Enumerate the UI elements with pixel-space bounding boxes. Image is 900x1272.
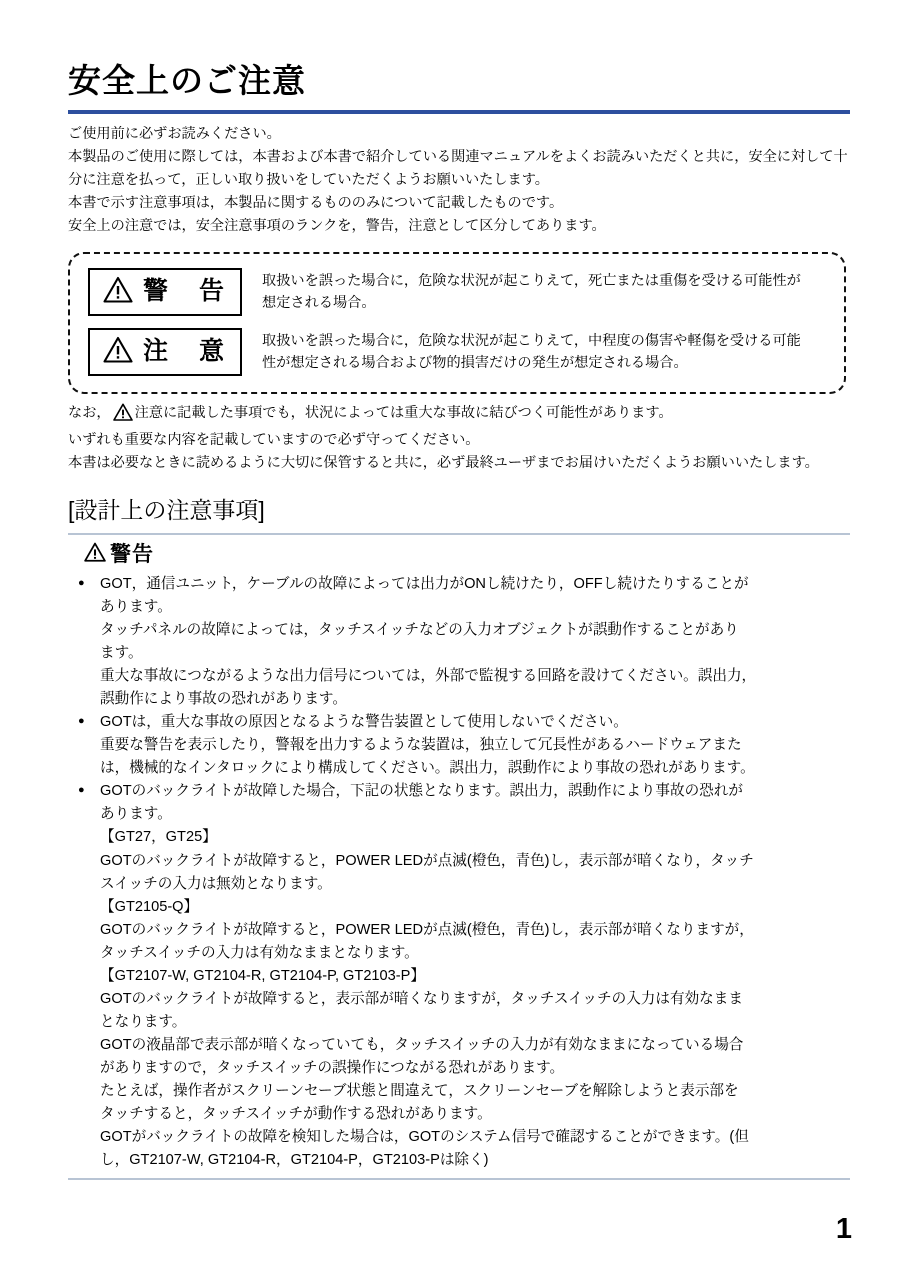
item-line: ます。 [100,645,143,662]
item-line: ● GOTのバックライトが故障した場合，下記の状態となります。誤出力，誤動作により事故の恐れが [100,783,743,800]
intro-paragraph [68,123,858,238]
intro-line: 本書で示す注意事項は，本製品に関するもののみについて記載したものです。 [68,194,564,211]
item-line: し，GT2107-W, GT2104-R，GT2104-P，GT2103-Pは除く) [100,1152,489,1169]
warning-triangle-icon [113,409,133,425]
caution-description [262,330,830,374]
note-line-1-suffix: 注意に記載した事項でも，状況によっては重大な事故に結びつく可能性があります。 [134,404,673,421]
item-line: タッチパネルの故障によっては，タッチスイッチなどの入力オブジェクトが誤動作することがあり [100,622,739,639]
item-line: たとえば，操作者がスクリーンセーブ状態と間違えて，スクリーンセーブを解除しようと表示部を [100,1082,739,1099]
intro-line: 安全上の注意では，安全注意事項のランクを，警告，注意として区分してあります。 [68,217,606,234]
note-line-1-prefix: なお， [68,404,111,421]
item-line: は，機械的なインタロックにより構成してください。誤出力，誤動作により事故の恐れがあります。 [100,760,755,777]
item-line: タッチすると，タッチスイッチが動作する恐れがあります。 [100,1106,492,1123]
item-line: がありますので，タッチスイッチの誤操作につながる恐れがあります。 [100,1059,565,1076]
item-line: スイッチの入力は無効となります。 [100,875,332,892]
item-line: GOTのバックライトが故障すると，POWER LEDが点滅(橙色，青色)し，表示部が暗くなり，タッチ [100,852,754,869]
warning-description [262,270,830,314]
safety-rank-box [68,252,846,394]
note-line-3: 本書は必要なときに読めるように大切に保管すると共に，必ず最終ユーザまでお届けいただくようお願いいたします。 [68,455,819,472]
page-number: 1 [835,1213,852,1245]
item-line: ● GOT，通信ユニット，ケーブルの故障によっては出力がONし続けたり，OFFし続けたりすることが [100,575,749,592]
item-line: GOTのバックライトが故障すると，POWER LEDが点滅(橙色，青色)し，表示部が暗くなりますが， [100,921,754,938]
section-warning-label: 警告 [110,542,154,566]
item-line: 重要な警告を表示したり，警報を出力するような装置は，独立して冗長性があるハードウェアまた [100,737,742,754]
item-line: GOTがバックライトの故障を検知した場合は，GOTのシステム信号で確認することができます。(但 [100,1129,749,1146]
warning-triangle-icon [103,336,133,368]
bottom-divider [68,1178,850,1180]
caution-label-box [88,328,242,376]
caution-description-line: 性が想定される場合および物的損害だけの発生が想定される場合。 [262,354,688,371]
item-line: ● GOTは，重大な事故の原因となるような警告装置として使用しないでください。 [100,714,628,731]
warning-label-text: 警 告 [142,277,227,306]
intro-line: ご使用前に必ずお読みください。 [68,125,281,142]
page-title: 安全上のご注意 [68,62,306,99]
model-group-label: 【GT2105-Q】 [100,898,199,915]
item-line: 誤動作により事故の恐れがあります。 [100,691,347,708]
section-divider [68,533,850,535]
list-item [76,711,848,780]
item-line: タッチスイッチの入力は有効なままとなります。 [100,944,419,961]
intro-line: 本製品のご使用に際しては，本書および本書で紹介している関連マニュアルをよくお読みいただくと共に，安全に対して十 [68,148,848,165]
item-line: となります。 [100,1013,187,1030]
list-item [76,573,848,711]
warning-description-line: 想定される場合。 [262,294,376,311]
warning-description-line: 取扱いを誤った場合に，危険な状況が起こりえて，死亡または重傷を受ける可能性が [262,272,801,289]
note-line-2: いずれも重要な内容を記載していますので必ず守ってください。 [68,432,480,449]
safety-notes [68,402,848,475]
item-line: GOTのバックライトが故障すると，表示部が暗くなりますが，タッチスイッチの入力は有効なまま [100,990,743,1007]
title-divider [68,110,850,114]
item-line: あります。 [100,806,172,823]
warning-label-box [88,268,242,316]
section-warning-heading [84,542,848,567]
caution-label-text: 注 意 [142,337,227,366]
note-line-1 [68,402,848,429]
model-group-label: 【GT2107-W, GT2104-R, GT2104-P, GT2103-P】 [100,967,425,984]
item-line: GOTの液晶部で表示部が暗くなっていても，タッチスイッチの入力が有効なままになっている場合 [100,1036,744,1053]
list-item [76,780,848,1172]
intro-line: 分に注意を払って，正しい取り扱いをしていただくようお願いいたします。 [68,171,549,188]
section-heading: [設計上の注意事項] [68,497,265,524]
model-group-label: 【GT27，GT25】 [100,829,217,846]
rank-row-warning [88,268,830,316]
item-line: 重大な事故につながるような出力信号については，外部で監視する回路を設けてください。誤出力， [100,668,757,685]
item-line: あります。 [100,599,172,615]
warning-items-list [68,573,848,1172]
warning-triangle-icon [103,276,133,308]
rank-row-caution [88,328,830,376]
warning-triangle-icon [84,542,106,567]
caution-description-line: 取扱いを誤った場合に，危険な状況が起こりえて，中程度の傷害や軽傷を受ける可能 [262,332,801,349]
